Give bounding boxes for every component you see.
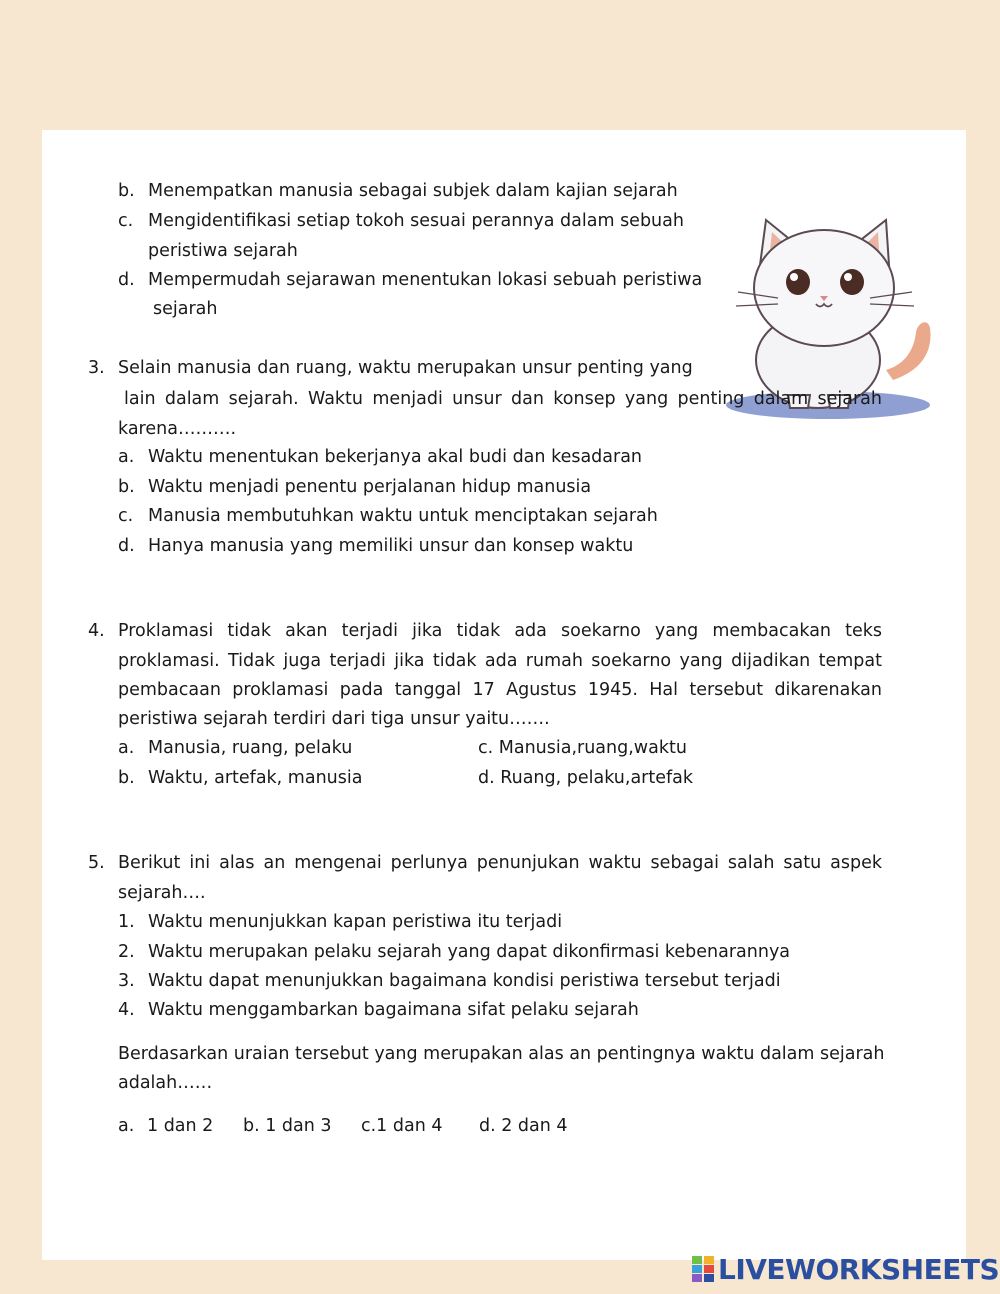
q3-text-line2: lain dalam sejarah. Waktu menjadi unsur dan konsep yang penting dalam sejarah bbox=[124, 389, 882, 409]
q2-option-c-letter: c. bbox=[118, 211, 134, 231]
q2-option-c-text: Mengidentifikasi setiap tokoh sesuai perannya dalam sebuah bbox=[148, 211, 684, 231]
q5-item-2-number: 2. bbox=[118, 942, 135, 962]
q3-option-a-text: Waktu menentukan bekerjanya akal budi dan kesadaran bbox=[148, 447, 643, 467]
q2-option-d-letter: d. bbox=[118, 270, 135, 290]
q5-item-1-text: Waktu menunjukkan kapan peristiwa itu terjadi bbox=[148, 912, 563, 932]
q5-item-3-text: Waktu dapat menunjukkan bagaimana kondisi peristiwa tersebut terjadi bbox=[148, 971, 781, 991]
q2-option-b-letter: b. bbox=[118, 181, 135, 201]
q4-option-a-letter: a. bbox=[118, 738, 135, 758]
q4-option-a-text: Manusia, ruang, pelaku bbox=[148, 738, 353, 758]
q4-text-line1: Proklamasi tidak akan terjadi jika tidak ada soekarno yang membacakan teks bbox=[118, 621, 882, 641]
q3-option-d-letter: d. bbox=[118, 536, 135, 556]
q5-paragraph-line1: Berdasarkan uraian tersebut yang merupakan alas an pentingnya waktu dalam sejarah bbox=[118, 1044, 885, 1064]
q5-text-line2: sejarah…. bbox=[118, 883, 206, 903]
q5-number: 5. bbox=[88, 853, 105, 873]
q5-paragraph-line2: adalah…… bbox=[118, 1073, 213, 1093]
q5-item-3-number: 3. bbox=[118, 971, 135, 991]
q5-answer-c: c.1 dan 4 bbox=[361, 1116, 443, 1136]
q5-item-4-number: 4. bbox=[118, 1000, 135, 1020]
q4-option-d: d. Ruang, pelaku,artefak bbox=[478, 768, 694, 788]
liveworksheets-wordmark: LIVEWORKSHEETS bbox=[718, 1252, 1000, 1286]
q3-option-a-letter: a. bbox=[118, 447, 135, 467]
q4-text-line3: pembacaan proklamasi pada tanggal 17 Agustus 1945. Hal tersebut dikarenakan bbox=[118, 680, 882, 700]
q4-option-b-letter: b. bbox=[118, 768, 135, 788]
liveworksheets-logo-icon bbox=[692, 1256, 714, 1282]
q5-answer-b: b. 1 dan 3 bbox=[243, 1116, 332, 1136]
q5-answer-a-letter: a. bbox=[118, 1116, 135, 1136]
q3-option-c-text: Manusia membutuhkan waktu untuk menciptakan sejarah bbox=[148, 506, 658, 526]
q4-option-c: c. Manusia,ruang,waktu bbox=[478, 738, 687, 758]
q3-option-c-letter: c. bbox=[118, 506, 134, 526]
q3-option-b-letter: b. bbox=[118, 477, 135, 497]
q3-number: 3. bbox=[88, 358, 105, 378]
q2-option-d-continuation: sejarah bbox=[153, 299, 218, 319]
q2-option-d-text: Mempermudah sejarawan menentukan lokasi sebuah peristiwa bbox=[148, 270, 703, 290]
q4-text-line2: proklamasi. Tidak juga terjadi jika tidak ada rumah soekarno yang dijadikan tempat bbox=[118, 651, 882, 671]
q3-text-line3: karena………. bbox=[118, 419, 237, 439]
q2-option-c-continuation: peristiwa sejarah bbox=[148, 241, 298, 261]
q5-item-2-text: Waktu merupakan pelaku sejarah yang dapat dikonfirmasi kebenarannya bbox=[148, 942, 791, 962]
q4-text-line4: peristiwa sejarah terdiri dari tiga unsur yaitu……. bbox=[118, 709, 550, 729]
q3-text-line1: Selain manusia dan ruang, waktu merupakan unsur penting yang bbox=[118, 358, 693, 378]
q2-option-b-text: Menempatkan manusia sebagai subjek dalam kajian sejarah bbox=[148, 181, 678, 201]
q5-answer-a-text: 1 dan 2 bbox=[147, 1116, 214, 1136]
q4-option-b-text: Waktu, artefak, manusia bbox=[148, 768, 363, 788]
q5-answer-d: d. 2 dan 4 bbox=[479, 1116, 568, 1136]
q4-number: 4. bbox=[88, 621, 105, 641]
q5-text-line1: Berikut ini alas an mengenai perlunya penunjukan waktu sebagai salah satu aspek bbox=[118, 853, 882, 873]
liveworksheets-brand[interactable] bbox=[692, 1253, 999, 1285]
q5-item-4-text: Waktu menggambarkan bagaimana sifat pelaku sejarah bbox=[148, 1000, 639, 1020]
q5-item-1-number: 1. bbox=[118, 912, 135, 932]
q3-option-b-text: Waktu menjadi penentu perjalanan hidup manusia bbox=[148, 477, 592, 497]
q3-option-d-text: Hanya manusia yang memiliki unsur dan konsep waktu bbox=[148, 536, 634, 556]
